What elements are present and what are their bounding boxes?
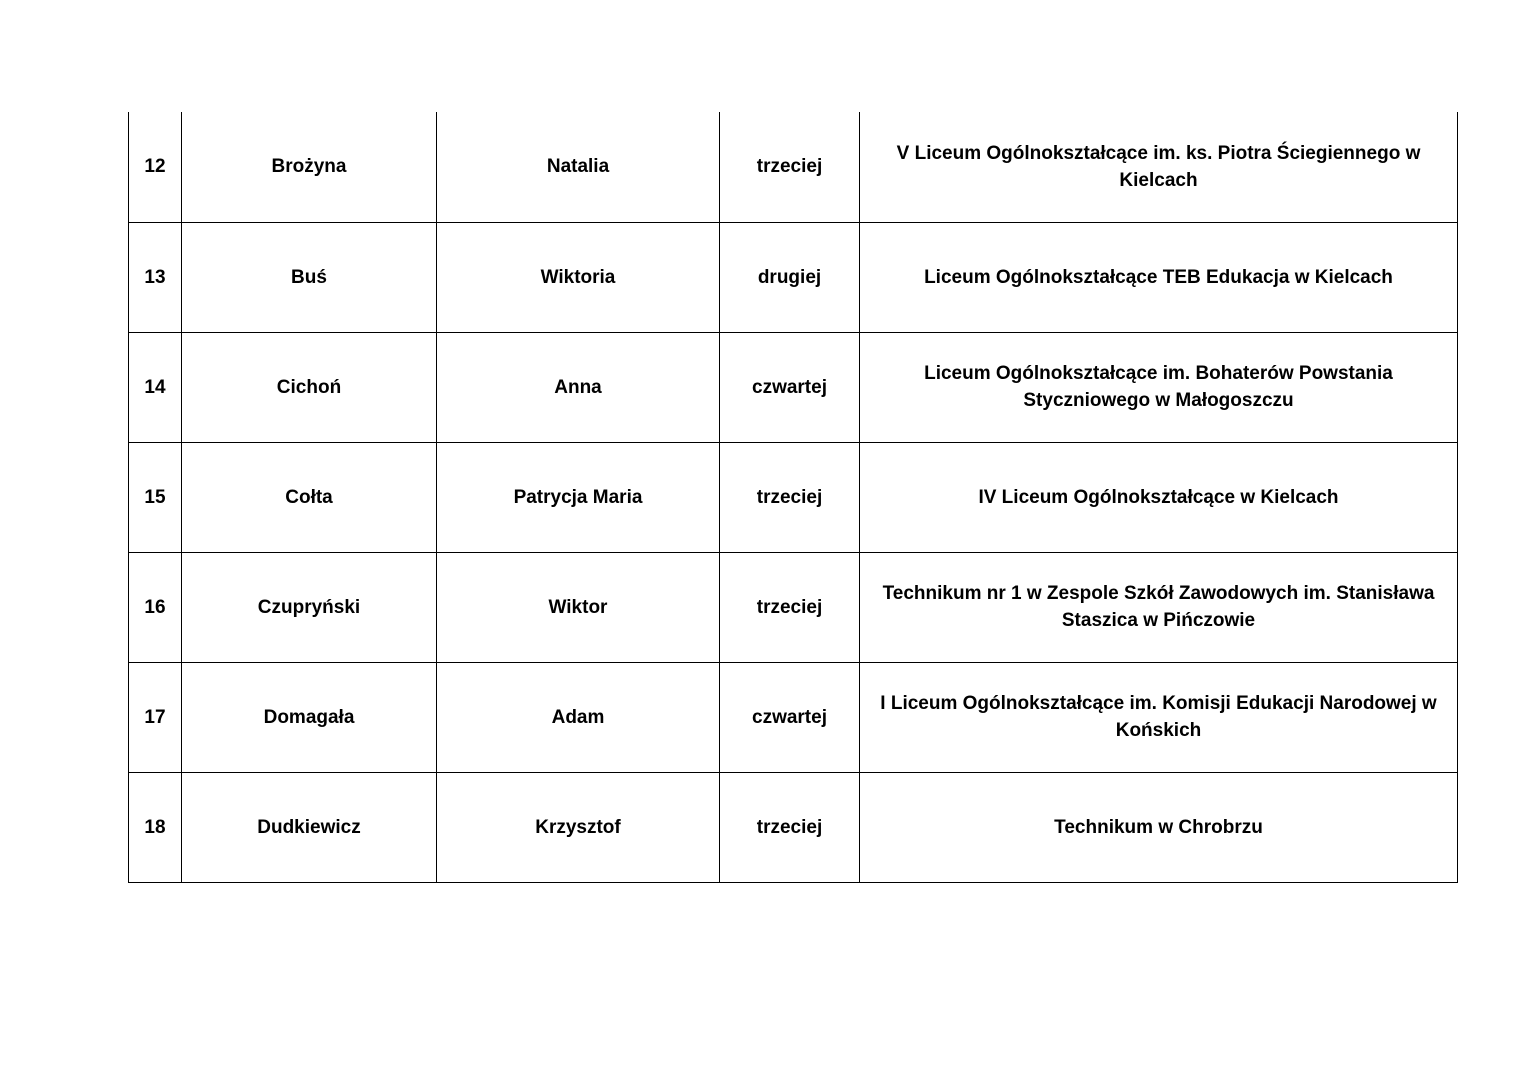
school-cell: V Liceum Ogólnokształcące im. ks. Piotra Ściegiennego w Kielcach bbox=[860, 112, 1458, 222]
school-cell: Liceum Ogólnokształcące im. Bohaterów Powstania Styczniowego w Małogoszczu bbox=[860, 332, 1458, 442]
school-cell: Liceum Ogólnokształcące TEB Edukacja w Kielcach bbox=[860, 222, 1458, 332]
first-name-cell: Patrycja Maria bbox=[437, 442, 720, 552]
school-cell: I Liceum Ogólnokształcące im. Komisji Edukacji Narodowej w Końskich bbox=[860, 662, 1458, 772]
table-row bbox=[129, 222, 1458, 332]
school-cell: Technikum w Chrobrzu bbox=[860, 772, 1458, 882]
surname-cell: Domagała bbox=[182, 662, 437, 772]
table-row bbox=[129, 442, 1458, 552]
row-number: 15 bbox=[129, 442, 182, 552]
grade-cell: drugiej bbox=[720, 222, 860, 332]
surname-cell: Czupryński bbox=[182, 552, 437, 662]
surname-cell: Dudkiewicz bbox=[182, 772, 437, 882]
first-name-cell: Anna bbox=[437, 332, 720, 442]
row-number: 17 bbox=[129, 662, 182, 772]
first-name-cell: Krzysztof bbox=[437, 772, 720, 882]
surname-cell: Cołta bbox=[182, 442, 437, 552]
table-row bbox=[129, 112, 1458, 222]
grade-cell: trzeciej bbox=[720, 772, 860, 882]
row-number: 18 bbox=[129, 772, 182, 882]
row-number: 14 bbox=[129, 332, 182, 442]
first-name-cell: Wiktor bbox=[437, 552, 720, 662]
grade-cell: czwartej bbox=[720, 332, 860, 442]
grade-cell: trzeciej bbox=[720, 552, 860, 662]
participants-table bbox=[128, 112, 1458, 883]
grade-cell: czwartej bbox=[720, 662, 860, 772]
table-row bbox=[129, 662, 1458, 772]
table-row bbox=[129, 552, 1458, 662]
first-name-cell: Adam bbox=[437, 662, 720, 772]
row-number: 12 bbox=[129, 112, 182, 222]
row-number: 13 bbox=[129, 222, 182, 332]
table-row bbox=[129, 332, 1458, 442]
grade-cell: trzeciej bbox=[720, 112, 860, 222]
first-name-cell: Wiktoria bbox=[437, 222, 720, 332]
school-cell: IV Liceum Ogólnokształcące w Kielcach bbox=[860, 442, 1458, 552]
surname-cell: Cichoń bbox=[182, 332, 437, 442]
school-cell: Technikum nr 1 w Zespole Szkół Zawodowych im. Stanisława Staszica w Pińczowie bbox=[860, 552, 1458, 662]
surname-cell: Buś bbox=[182, 222, 437, 332]
grade-cell: trzeciej bbox=[720, 442, 860, 552]
first-name-cell: Natalia bbox=[437, 112, 720, 222]
row-number: 16 bbox=[129, 552, 182, 662]
surname-cell: Brożyna bbox=[182, 112, 437, 222]
table-row bbox=[129, 772, 1458, 882]
